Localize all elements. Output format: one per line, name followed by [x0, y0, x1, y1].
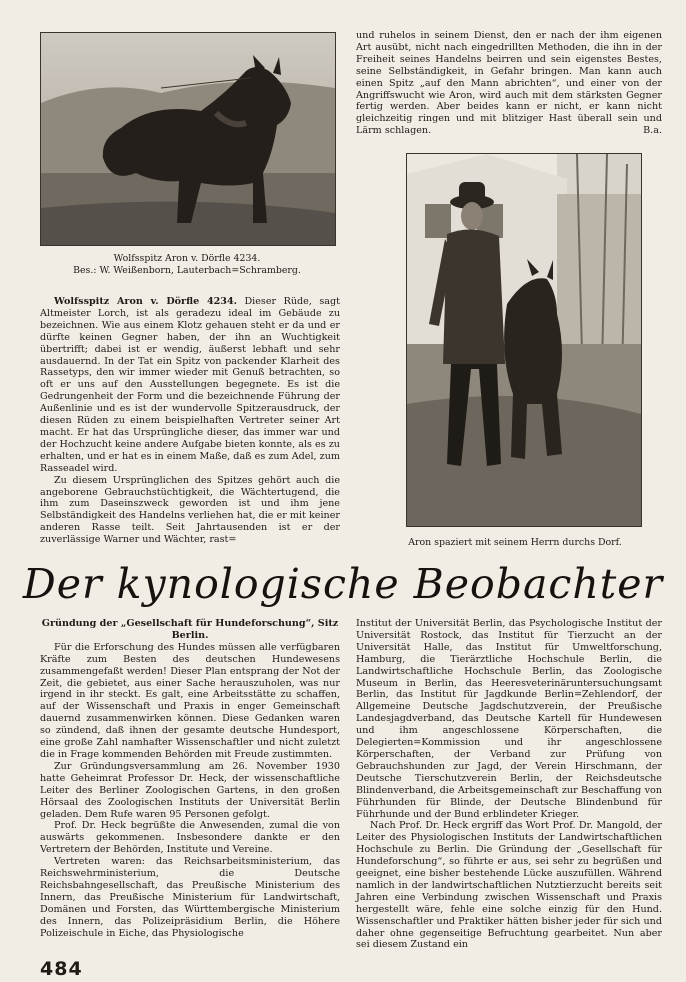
page-number: 484: [40, 958, 83, 980]
section-title: Der kynologische Beobachter: [22, 560, 664, 608]
bottom-left-column: Gründung der „Gesellschaft für Hundeforschung“, Sitz Berlin. Für die Erforschung des Hundes müssen alle verfügbaren Kräfte zum Besten des deutschen Hundewesens zusammengefaßt werden! Dieser Plan entsprang der Not der Zeit, die gebietet, aus einer Sache herauszuholen, was nur irgend in ihr steckt. Es galt, eine Arbeitsstätte zu schaffen, auf der Wissenschaft und Praxis in enger Gemeinschaft dauernd zusammenwirken können. Diese Gedanken waren so zündend, daß ihnen der gesamte deutsche Hundesport, eine große Zahl namhafter Wissenschaftler und nicht zuletzt die in Frage kommenden Behörden mit Freude zustimmten. Zur Gründungsversammlung am 26. November 1930 hatte Geheimrat Professor Dr. Heck, der wissenschaftliche Leiter des Berliner Zoologischen Gartens, in den großen Hörsaal des Zoologischen Instituts der Universität Berlin geladen. Dem Rufe waren 95 Personen gefolgt. Prof. Dr. Heck begrüßte die Anwesenden, zumal die von auswärts gekommenen. Insbesondere dankte er den Vertretern der Behörden, Institute und Vereine. Vertreten waren: das Reichsarbeitsministerium, das Reichswehrministerium, die Deutsche Reichsbahngesellschaft, das Preußische Ministerium des Innern, das Preußische Ministerium für Landwirtschaft, Domänen und Forsten, das Württembergische Ministerium des Innern, das Polizeipräsidium Berlin, die Höhere Polizeischule in Eiche, das Physiologische: [40, 618, 340, 939]
bottom-right-column: Institut der Universität Berlin, das Psychologische Institut der Universität Rostock, das Institut für Tierzucht an der Universität Halle, das Institut für Umweltforschung, Hamburg, die Tierärztliche Hochschule Berlin, die Landwirtschaftliche Hochschule Berlin, das Zoologische Museum in Berlin, das Heeresveterinäruntersuchungsamt Berlin, das Institut für Jagdkunde Berlin=Zehlendorf, der Allgemeine Deutsche Jagdschutzverein, der Preußische Landesjagdverband, das Deutsche Kartell für Hundewesen und ihm angeschlossene Körperschaften, die Delegierten=Kommission und ihr angeschlossene Körperschaften, der Verband zur Prüfung von Gebrauchshunden zur Jagd, der Verein Hirschmann, der Deutsche Tierschutzverein Berlin, der Reichsdeutsche Blindenverband, die Arbeitsgemeinschaft zur Beschaffung von Führhunden für Blinde, der Deutsche Blindenbund für Führhunde und der Bund erblindeter Krieger. Nach Prof. Dr. Heck ergriff das Wort Prof. Dr. Mangold, der Leiter des Physiologischen Instituts der Landwirtschaftlichen Hochschule zu Berlin. Die Gründung der „Gesellschaft für Hundeforschung“, so führte er aus, sei sehr zu begrüßen und geeignet, eine bisher bestehende Lücke auszufüllen. Während namlich in der landwirtschaftlichen Nutztierzucht bereits seit Jahren eine Verbindung zwischen Wissenschaft und Praxis hergestellt wäre, fehle eine solche einzig für den Hund. Wissenschaftler und Praktiker hätten bisher jeder für sich und daher ohne gegenseitige Befruchtung gearbeitet. Nun aber sei diesem Zustand ein: [356, 618, 662, 951]
dog-photo-caption: Wolfsspitz Aron v. Dörfle 4234. Bes.: W. Weißenborn, Lauterbach=Schramberg.: [73, 253, 301, 276]
aron-article: Wolfsspitz Aron v. Dörfle 4234. Dieser Rüde, sagt Altmeister Lorch, ist als geradezu ideal im Gebäude zu bezeichnen. Wie aus einem Klotz gehauen steht er da und er dürfte keinen Gegner haben, der ihn an Wuchtigkeit übertrifft; dabei ist er wendig, äußerst lebhaft und sehr ausdauernd. In der Tat ein Spitz von packender Klarheit des Rassetyps, den wir immer wieder mit Genuß betrachten, so oft er uns auf den Ausstellungen begegnete. Es ist die Gedrungenheit der Form und die bezeichnende Führung der Außenlinie und es ist der wundervolle Spitzerausdruck, der diesen Rüden zu einem beispielhaften Vertreter seiner Art macht. Er hat das Ursprüngliche dieser, das immer war und der Hochzucht keine andere Aufgabe bieten konnte, als es zu erhalten, und er hat es in einem Maße, daß es zum Adel, zum Rasseadel wird. Zu diesem Ursprünglichen des Spitzes gehört auch die angeborene Gebrauchstüchtigkeit, die Wächtertugend, die ihm zum Daseinszweck geworden ist und ihm jene Selbständigkeit des Handelns verliehen hat, die er mit keiner anderen Rasse teilt. Seit Jahrtausenden ist er der zuverlässige Warner und Wächter, rast=: [40, 296, 340, 546]
man-with-dog-photo: [406, 153, 642, 527]
man-with-dog-caption: Aron spaziert mit seinem Herrn durchs Dorf.: [408, 537, 622, 548]
continued-text: und ruhelos in seinem Dienst, den er nach der ihm eigenen Art ausübt, nicht nach eingedrillten Methoden, die ihn in der Freiheit seines Handelns beirren und sein eigenstes Bestes, seine Selbständigkeit, in Gefahr bringen. Man kann auch einen Spitz „auf den Mann abrichten“, und einer von der Angriffswucht wie Aron, wird auch mit dem stärksten Gegner fertig werden. Aber beides kann er nicht, er kann nicht gleichzeitig ringen und mit blitziger Hast überall sein und Lärm schlagen. B.a.: [356, 30, 662, 137]
article-heading: Gründung der „Gesellschaft für Hundeforschung“, Sitz Berlin.: [41, 618, 339, 641]
article-lead: Wolfsspitz Aron v. Dörfle 4234.: [54, 296, 237, 307]
dog-photo: [40, 32, 336, 246]
signature: B.a.: [643, 125, 662, 137]
